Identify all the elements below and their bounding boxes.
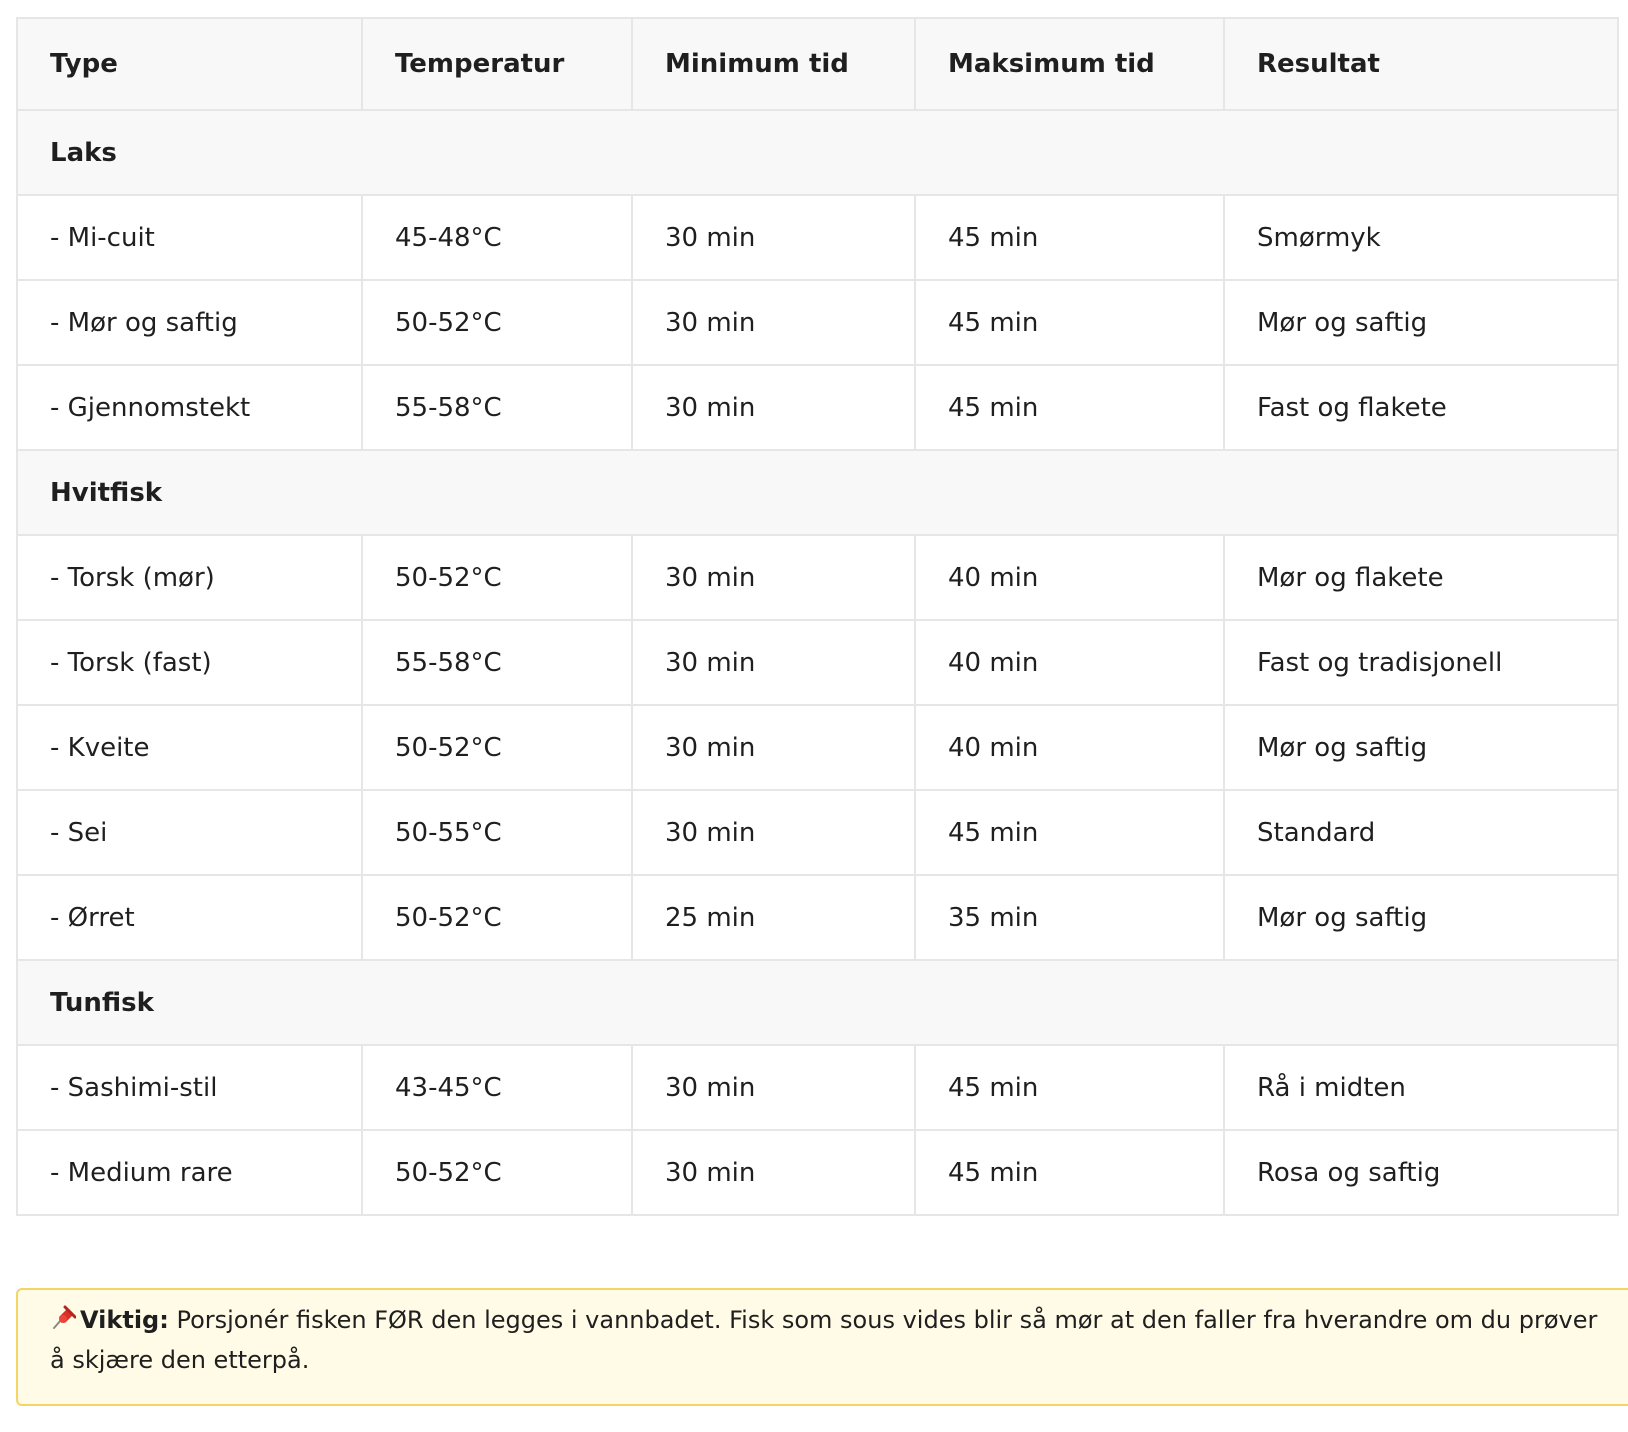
- cell-temperature: 43-45°C: [362, 1045, 632, 1130]
- cell-temperature: 50-52°C: [362, 1130, 632, 1215]
- cell-result: Standard: [1224, 790, 1618, 875]
- cell-type: - Gjennomstekt: [17, 365, 362, 450]
- cell-temperature: 50-52°C: [362, 535, 632, 620]
- group-row-laks: [17, 110, 1618, 195]
- cell-min-time: 30 min: [632, 365, 915, 450]
- important-note-callout: [16, 1288, 1628, 1406]
- cell-type: - Sei: [17, 790, 362, 875]
- table-row: [17, 535, 1618, 620]
- cell-max-time: 40 min: [915, 535, 1224, 620]
- cell-max-time: 45 min: [915, 790, 1224, 875]
- cell-result: Mør og flakete: [1224, 535, 1618, 620]
- header-temperature: Temperatur: [362, 18, 632, 110]
- group-label: Laks: [17, 110, 1618, 195]
- cell-min-time: 30 min: [632, 705, 915, 790]
- table-row: [17, 1045, 1618, 1130]
- cell-max-time: 45 min: [915, 365, 1224, 450]
- cell-max-time: 45 min: [915, 1045, 1224, 1130]
- cell-type: - Sashimi-stil: [17, 1045, 362, 1130]
- cell-min-time: 30 min: [632, 280, 915, 365]
- cell-min-time: 30 min: [632, 1130, 915, 1215]
- cell-temperature: 55-58°C: [362, 365, 632, 450]
- cell-type: - Torsk (mør): [17, 535, 362, 620]
- cell-min-time: 25 min: [632, 875, 915, 960]
- cooking-table-container: [16, 17, 1617, 1216]
- cell-type: - Mør og saftig: [17, 280, 362, 365]
- cell-min-time: 30 min: [632, 535, 915, 620]
- group-label: Tunfisk: [17, 960, 1618, 1045]
- cell-min-time: 30 min: [632, 790, 915, 875]
- table-row: [17, 705, 1618, 790]
- group-label: Hvitfisk: [17, 450, 1618, 535]
- cell-max-time: 45 min: [915, 1130, 1224, 1215]
- cell-result: Smørmyk: [1224, 195, 1618, 280]
- group-row-hvitfisk: [17, 450, 1618, 535]
- cell-result: Mør og saftig: [1224, 705, 1618, 790]
- cell-min-time: 30 min: [632, 1045, 915, 1130]
- cell-type: - Medium rare: [17, 1130, 362, 1215]
- cell-min-time: 30 min: [632, 195, 915, 280]
- cell-max-time: 45 min: [915, 195, 1224, 280]
- cell-max-time: 40 min: [915, 620, 1224, 705]
- sous-vide-fish-table: [16, 17, 1619, 1216]
- cell-min-time: 30 min: [632, 620, 915, 705]
- header-min-time: Minimum tid: [632, 18, 915, 110]
- table-row: [17, 280, 1618, 365]
- cell-result: Mør og saftig: [1224, 875, 1618, 960]
- cell-result: Rosa og saftig: [1224, 1130, 1618, 1215]
- cell-temperature: 45-48°C: [362, 195, 632, 280]
- cell-temperature: 50-52°C: [362, 875, 632, 960]
- table-row: [17, 790, 1618, 875]
- group-row-tunfisk: [17, 960, 1618, 1045]
- header-result: Resultat: [1224, 18, 1618, 110]
- cell-result: Mør og saftig: [1224, 280, 1618, 365]
- cell-temperature: 50-52°C: [362, 705, 632, 790]
- cell-type: - Ørret: [17, 875, 362, 960]
- table-header-row: [17, 18, 1618, 110]
- table-row: [17, 195, 1618, 280]
- cell-max-time: 35 min: [915, 875, 1224, 960]
- cell-temperature: 55-58°C: [362, 620, 632, 705]
- cell-type: - Kveite: [17, 705, 362, 790]
- table-row: [17, 365, 1618, 450]
- header-type: Type: [17, 18, 362, 110]
- table-row: [17, 620, 1618, 705]
- cell-max-time: 45 min: [915, 280, 1224, 365]
- table-row: [17, 875, 1618, 960]
- cell-result: Fast og flakete: [1224, 365, 1618, 450]
- cell-max-time: 40 min: [915, 705, 1224, 790]
- cell-temperature: 50-55°C: [362, 790, 632, 875]
- header-max-time: Maksimum tid: [915, 18, 1224, 110]
- cell-result: Rå i midten: [1224, 1045, 1618, 1130]
- cell-type: - Torsk (fast): [17, 620, 362, 705]
- cell-type: - Mi-cuit: [17, 195, 362, 280]
- note-text: Porsjonér fisken FØR den legges i vannbadet. Fisk som sous vides blir så mør at den faller fra hverandre om du prøver å skjære den etterpå.: [50, 1306, 1598, 1374]
- note-label: Viktig:: [80, 1306, 169, 1334]
- table-row: [17, 1130, 1618, 1215]
- pushpin-icon: [50, 1305, 76, 1331]
- cell-temperature: 50-52°C: [362, 280, 632, 365]
- cell-result: Fast og tradisjonell: [1224, 620, 1618, 705]
